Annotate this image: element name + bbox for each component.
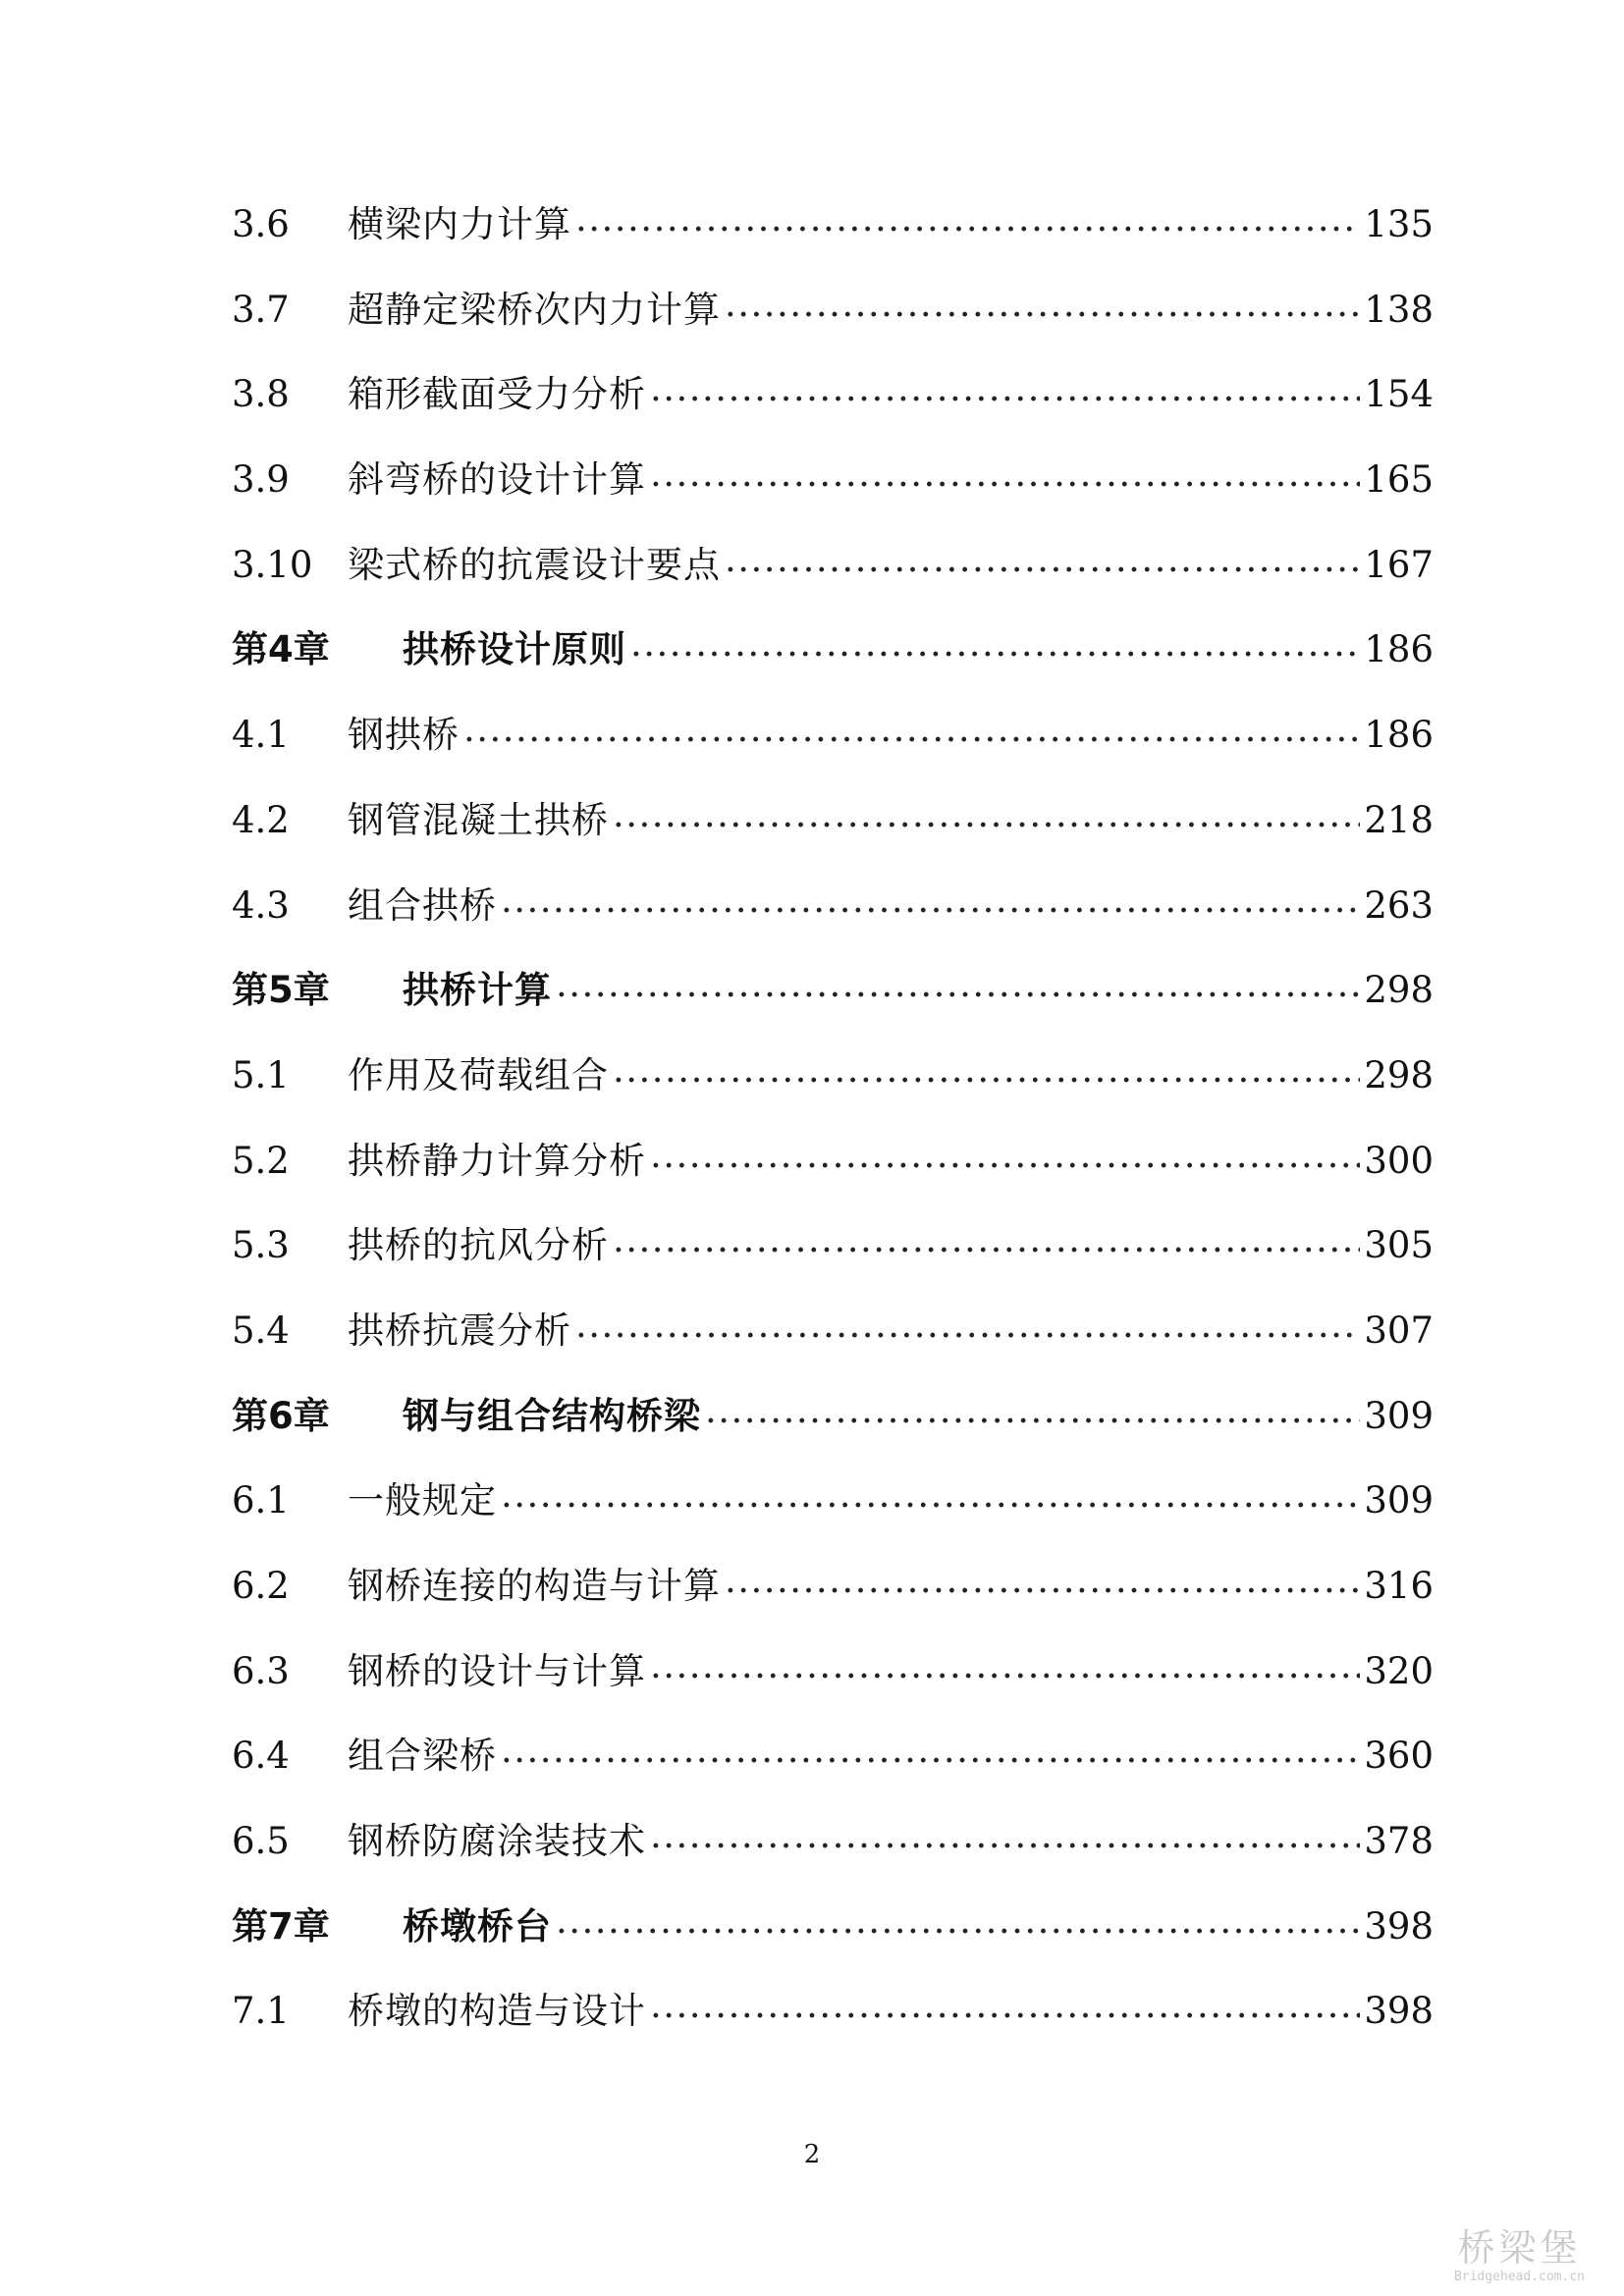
toc-entry-number: 第7章 [232,1904,330,1948]
toc-chapter-entry[interactable] [232,1902,1434,1988]
toc-entry-page: 360 [1364,1735,1434,1778]
toc-entry-number: 6.1 [232,1479,290,1522]
toc-entry-number: 5.2 [232,1139,290,1182]
toc-entry-page: 138 [1364,288,1434,331]
toc-entry-page: 305 [1364,1224,1434,1267]
toc-dot-leader [650,1817,1360,1853]
toc-entry-title: 钢与组合结构桥梁 [403,1394,701,1437]
toc-entry-number: 6.4 [232,1735,290,1778]
toc-entry-title: 钢管混凝土拱桥 [348,798,609,841]
toc-dot-leader [650,455,1360,492]
toc-entry-number: 4.3 [232,883,290,927]
toc-entry-title: 钢桥连接的构造与计算 [348,1565,721,1607]
toc-section-entry[interactable] [232,286,1434,371]
toc-dot-leader [501,881,1360,918]
table-of-contents [232,200,1434,2072]
toc-entry-number: 第6章 [232,1394,330,1437]
toc-entry-number: 3.10 [232,543,313,586]
toc-entry-number: 6.5 [232,1820,290,1863]
toc-dot-leader [463,711,1360,747]
toc-chapter-entry[interactable] [232,625,1434,711]
toc-entry-page: 298 [1364,1053,1434,1096]
toc-entry-page: 316 [1364,1565,1434,1607]
toc-entry-page: 320 [1364,1649,1434,1692]
toc-entry-page: 135 [1364,203,1434,245]
toc-entry-title: 横梁内力计算 [348,203,571,245]
toc-entry-title: 超静定梁桥次内力计算 [348,288,721,331]
toc-entry-number: 3.6 [232,203,290,245]
toc-entry-number: 第5章 [232,969,330,1012]
toc-section-entry[interactable] [232,1307,1434,1392]
toc-section-entry[interactable] [232,1051,1434,1137]
toc-dot-leader [575,200,1360,237]
toc-entry-page: 309 [1364,1479,1434,1522]
toc-entry-title: 拱桥的抗风分析 [348,1224,609,1267]
toc-section-entry[interactable] [232,1732,1434,1817]
page-number: 2 [803,2140,821,2169]
toc-entry-page: 298 [1364,969,1434,1012]
toc-dot-leader [725,1562,1360,1598]
toc-entry-title: 钢桥防腐涂装技术 [348,1820,646,1863]
toc-entry-title: 梁式桥的抗震设计要点 [348,543,721,586]
toc-dot-leader [650,1647,1360,1683]
toc-dot-leader [725,541,1360,577]
toc-entry-page: 154 [1364,373,1434,416]
toc-entry-number: 6.3 [232,1649,290,1692]
toc-entry-title: 桥墩桥台 [403,1904,552,1948]
toc-section-entry[interactable] [232,1476,1434,1562]
toc-section-entry[interactable] [232,796,1434,881]
toc-dot-leader [705,1392,1360,1428]
toc-entry-number: 3.9 [232,458,290,502]
toc-entry-title: 钢拱桥 [348,714,460,757]
toc-entry-page: 309 [1364,1394,1434,1437]
toc-section-entry[interactable] [232,1221,1434,1307]
toc-section-entry[interactable] [232,1137,1434,1222]
toc-entry-title: 拱桥设计原则 [403,628,626,671]
watermark-logo [1454,2217,1585,2284]
toc-entry-title: 斜弯桥的设计计算 [348,458,646,502]
toc-dot-leader [556,966,1360,1002]
toc-entry-page: 307 [1364,1308,1434,1352]
toc-entry-number: 5.1 [232,1053,290,1096]
toc-entry-number: 5.4 [232,1308,290,1352]
toc-entry-page: 300 [1364,1139,1434,1182]
toc-section-entry[interactable] [232,711,1434,796]
toc-section-entry[interactable] [232,200,1434,286]
toc-dot-leader [501,1732,1360,1768]
toc-entry-page: 218 [1364,798,1434,841]
toc-chapter-entry[interactable] [232,966,1434,1051]
toc-entry-page: 165 [1364,458,1434,502]
toc-entry-title: 钢桥的设计与计算 [348,1649,646,1692]
toc-dot-leader [613,1221,1360,1257]
toc-entry-title: 拱桥静力计算分析 [348,1139,646,1182]
toc-entry-page: 398 [1364,1990,1434,2033]
toc-entry-number: 7.1 [232,1990,290,2033]
toc-section-entry[interactable] [232,541,1434,626]
toc-entry-number: 3.7 [232,288,290,331]
toc-entry-title: 组合梁桥 [348,1735,497,1778]
toc-dot-leader [613,796,1360,832]
toc-dot-leader [650,1137,1360,1173]
toc-dot-leader [501,1476,1360,1513]
toc-section-entry[interactable] [232,1817,1434,1902]
toc-entry-page: 398 [1364,1904,1434,1948]
toc-dot-leader [556,1902,1360,1939]
toc-entry-number: 4.1 [232,714,290,757]
toc-entry-number: 3.8 [232,373,290,416]
toc-dot-leader [650,370,1360,406]
toc-dot-leader [613,1051,1360,1088]
toc-entry-title: 作用及荷载组合 [348,1053,609,1096]
toc-entry-page: 167 [1364,543,1434,586]
toc-entry-title: 组合拱桥 [348,883,497,927]
toc-chapter-entry[interactable] [232,1392,1434,1477]
toc-section-entry[interactable] [232,1647,1434,1733]
watermark-url: Bridgehead.com.cn [1453,2269,1585,2284]
toc-entry-page: 186 [1364,714,1434,757]
toc-section-entry[interactable] [232,455,1434,541]
toc-entry-page: 378 [1364,1820,1434,1863]
watermark-name: 桥梁堡 [1457,2226,1582,2269]
toc-entry-number: 6.2 [232,1565,290,1607]
toc-entry-number: 第4章 [232,628,330,671]
toc-entry-title: 拱桥抗震分析 [348,1308,571,1352]
toc-dot-leader [650,1987,1360,2023]
toc-entry-number: 5.3 [232,1224,290,1267]
toc-entry-page: 186 [1364,628,1434,671]
toc-dot-leader [725,286,1360,322]
toc-section-entry[interactable] [232,881,1434,967]
toc-section-entry[interactable] [232,1987,1434,2072]
toc-dot-leader [630,625,1360,662]
toc-section-entry[interactable] [232,370,1434,455]
toc-entry-number: 4.2 [232,798,290,841]
toc-entry-page: 263 [1364,883,1434,927]
toc-dot-leader [575,1307,1360,1343]
toc-entry-title: 箱形截面受力分析 [348,373,646,416]
toc-entry-title: 桥墩的构造与设计 [348,1990,646,2033]
toc-entry-title: 一般规定 [348,1479,497,1522]
toc-section-entry[interactable] [232,1562,1434,1647]
toc-entry-title: 拱桥计算 [403,969,552,1012]
